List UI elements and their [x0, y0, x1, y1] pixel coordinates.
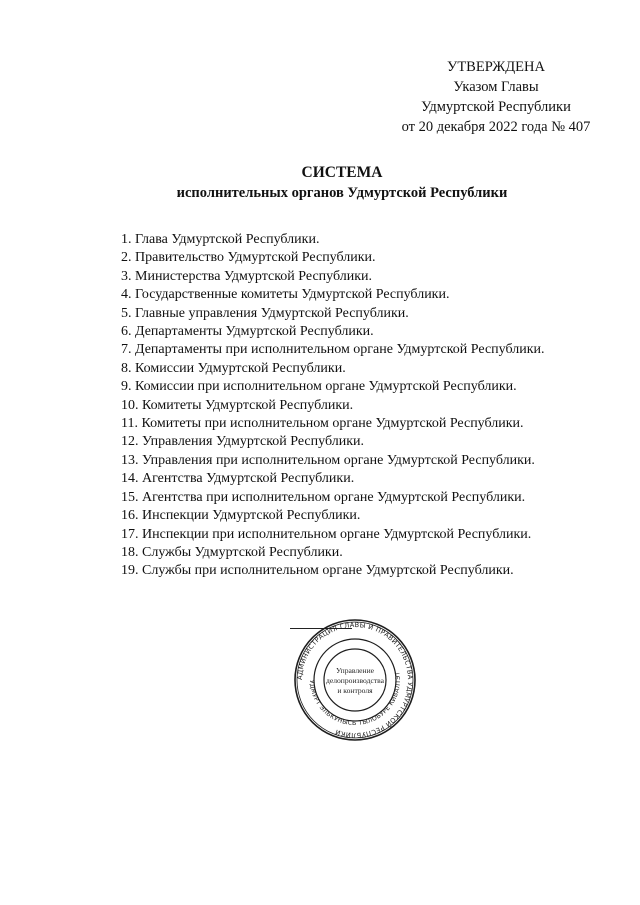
list-item: 3. Министерства Удмуртской Республики. [121, 268, 373, 284]
list-item: 19. Службы при исполнительном органе Удмуртской Республики. [121, 563, 514, 579]
official-stamp [290, 618, 420, 742]
list-item: 12. Управления Удмуртской Республики. [121, 434, 365, 450]
list-item: 6. Департаменты Удмуртской Республики. [121, 324, 374, 340]
list-item: 14. Агентства Удмуртской Республики. [121, 471, 355, 487]
list-item: 15. Агентства при исполнительном органе Удмуртской Республики. [121, 489, 526, 505]
list-item: 17. Инспекции при исполнительном органе Удмуртской Республики. [121, 526, 532, 542]
list-item: 16. Инспекции Удмуртской Республики. [121, 508, 361, 524]
stamp-inner-ring-text: УДМУРТ ЭЛЬКУНЫСЬ ТЫЛОБУРЕ КИВАЛТЭТ [307, 670, 403, 728]
list-item: 5. Главные управления Удмуртской Республики. [121, 305, 409, 321]
approval-block [390, 57, 602, 137]
title-subtitle: исполнительных органов Удмуртской Республики [176, 185, 508, 201]
stamp-center-line: делопроизводства [325, 676, 385, 685]
list-item: 1. Глава Удмуртской Республики. [121, 232, 320, 247]
approval-status: УТВЕРЖДЕНА [447, 59, 545, 75]
list-item: 11. Комитеты при исполнительном органе Удмуртской Республики. [121, 416, 524, 432]
approval-date-number: от 20 декабря 2022 года № 407 [401, 119, 591, 135]
title-main: СИСТЕМА [301, 164, 383, 181]
list-item: 4. Государственные комитеты Удмуртской Республики. [121, 287, 450, 303]
list-item: 9. Комиссии при исполнительном органе Удмуртской Республики. [121, 379, 517, 395]
list-item: 8. Комиссии Удмуртской Республики. [121, 360, 346, 376]
approval-authority: Удмуртской Республики [421, 99, 571, 115]
organ-list [121, 231, 601, 581]
document-title [100, 163, 584, 203]
approval-decree: Указом Главы [453, 79, 539, 95]
list-item: 13. Управления при исполнительном органе Удмуртской Республики. [121, 452, 535, 468]
stamp-center-line: и контроля [337, 686, 373, 695]
list-item: 18. Службы Удмуртской Республики. [121, 544, 343, 560]
stamp-outer-ring-text: АДМИНИСТРАЦИЯ ГЛАВЫ И ПРАВИТЕЛЬСТВА УДМУРТСКОЙ РЕСПУБЛИКИ [295, 620, 415, 740]
list-item: 2. Правительство Удмуртской Республики. [121, 250, 376, 266]
stamp-center-line: Управление [335, 666, 375, 675]
list-item: 10. Комитеты Удмуртской Республики. [121, 397, 354, 413]
list-item: 7. Департаменты при исполнительном органе Удмуртской Республики. [121, 342, 545, 358]
